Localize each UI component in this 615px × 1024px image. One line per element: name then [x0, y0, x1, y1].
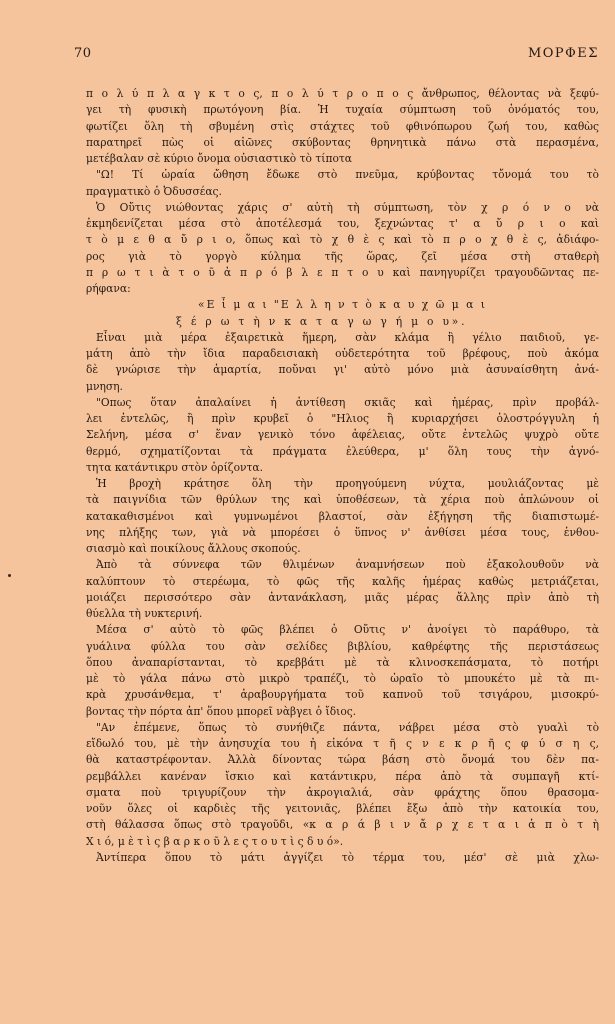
- text-line: μοιάζει περισσότερο σὰν ἀντανάκλαση, μιᾶς μέρας ἄλλης πρὶν ἀπὸ τὴ: [86, 590, 599, 604]
- text-line: "Αν ἐπέμενε, ὅπως τὸ συνήθιζε πάντα, νάβρει μέσα στὸ γυαλὶ τὸ: [96, 720, 599, 734]
- text-line: λει ἐντελῶς, ἢ πρὶν κρυβεῖ ὁ "Ηλιος ἢ κυριαρχήσει ὁλοστρόγγυλη ἡ: [86, 412, 599, 425]
- page-header: [74, 46, 599, 66]
- page-speck: [8, 574, 11, 577]
- text-line: ρήφανα:: [86, 282, 131, 295]
- text-line: νοῦν ὅλες οἱ καρδιὲς τῆς γειτονιᾶς, βλέπει ἔξω ἀπὸ τὴν κατοικία του,: [86, 802, 599, 815]
- text-line: "Οπως ὅταν ἀπαλαίνει ἡ ἀντίθεση σκιᾶς καὶ ἡμέρας, πρὶν προβάλ-: [96, 395, 599, 409]
- text-line: π ο λ ύ π λ α γ κ τ ο ς, π ο λ ύ τ ρ ο π ο ς ἄνθρωπος, θέλοντας νὰ ξεφύ-: [86, 87, 599, 100]
- text-line: τὰ παιγνίδια τῶν θρύλων της καὶ ὑποθέσεων, τὰ χέρια ποὺ ἁπλώνουν οἱ: [86, 493, 599, 507]
- text-line: τητα κατάντικρυ στὸν ὁρίζοντα.: [86, 460, 264, 474]
- text-line: Ἡ βροχὴ κράτησε ὅλη τὴν προηγούμενη νύχτα, μουλιάζοντας μὲ: [96, 477, 599, 490]
- text-line: Ἀπὸ τὰ σύννεφα τῶν θλιμένων ἀναμνήσεων ποὺ ἐξακολουθοῦν νὰ: [96, 558, 599, 572]
- text-line: Ἀντίπερα ὅπου τὸ μάτι ἀγγίζει τὸ τέρμα του, μέσ' σὲ μιὰ χλω-: [96, 850, 599, 864]
- text-line: θερμό, σχηματίζονται τὰ πράγματα ἐλεύθερα, μ' ὅλη τους τὴν ἀγνό-: [86, 444, 599, 458]
- text-line: γει τὴ φυσικὴ πρωτόγονη βία. Ἡ τυχαία σύμπτωση τοῦ ὀνόματός του,: [86, 103, 599, 117]
- text-line: πραγματικὸ ὁ Ὀδυσσέας.: [86, 184, 222, 198]
- text-line: σιασμὸ καὶ ποικίλους ἄλλους σκοπούς.: [86, 542, 301, 555]
- text-line: Σελήνη, μέσα σ' ἕναν γενικὸ τόνο ἀφέλειας, οὔτε ἐντελῶς ψυχρὸ οὔτε: [86, 428, 599, 442]
- text-line: π ρ ω τ ι ὰ τ ο ῦ ἀ π ρ ό β λ ε π τ ο υ καὶ πανηγυρίζει τραγουδῶντας πε-: [86, 265, 599, 279]
- text-line: στὴ θάλασσα ὅπως στὸ τραγοῦδι, «κ α ρ ά β ι ν ἄ ρ χ ε τ α ι ἀ π ὸ τ ὴ: [86, 818, 599, 832]
- text-line: θύελλα τὴ νυκτερινή.: [86, 607, 203, 620]
- text-line: φωτίζει ὅλη τὴ σβυμένη στὶς στάχτες τοῦ φθινόπωρου ζωή του, καθὼς: [86, 119, 599, 133]
- page-number: 70: [74, 46, 92, 61]
- body-text: [86, 86, 599, 866]
- text-line: δὲ γνώρισε τὴν ἁμαρτία, ποὔναι γι' αὐτὸ μόνο μιὰ ἀσυναίσθητη ἀνά-: [86, 363, 599, 377]
- text-line: ρος γιὰ τὸ γοργὸ κύλημα τῆς ὥρας, ζεῖ μέσα στὴ σταθερὴ: [86, 249, 599, 263]
- text-line: ξ έ ρ ω τ ὴ ν κ α τ α γ ω γ ή μ ο υ».: [176, 314, 468, 328]
- text-line: ρεμβάλλει κανέναν ἴσκιο καὶ κατάντικρυ, πέρα ἀπὸ τὰ συμπαγῆ κτί-: [86, 769, 599, 783]
- text-line: βοντας τὴν πόρτα ἀπ' ὅπου μπορεῖ νὰβγει ὁ ἴδιος.: [86, 704, 357, 718]
- text-line: γυάλινα φύλλα του σὰν σελίδες βιβλίου, καθρέφτης τῆς περιστάσεως: [86, 639, 599, 653]
- text-line: Χ ι ό, μ ὲ τ ὶ ς β α ρ κ ο ῦ λ ε ς τ ο υ τ ὶ ς δ υ ό».: [86, 834, 344, 848]
- text-line: νης πλήξης των, γιὰ νὰ μπορέσει ὁ ὕπνος ν' ἀνθίσει μέσα τους, ἐνθου-: [86, 525, 599, 539]
- text-line: εἴδωλό του, μὲ τὴν ἀνησυχία του ἡ εἰκόνα τ ῆ ς ν ε κ ρ ῆ ς φ ύ σ η ς,: [86, 737, 599, 750]
- text-line: ὅπου ἀναπαρίστανται, τὸ κρεββάτι μὲ τὰ κλινοσκεπάσματα, τὸ ποτήρι: [86, 655, 599, 669]
- text-line: Εἶναι μιὰ μέρα ἐξαιρετικὰ ἥμερη, σὰν κλάμα ἢ γέλιο παιδιοῦ, γε-: [96, 330, 599, 344]
- text-line: μὲ τὸ γάλα πάνω στὸ μικρὸ τραπέζι, τὸ ὡραῖο τὸ μπουκέτο μὲ τὰ πι-: [86, 672, 599, 685]
- text-line: «Ε ἶ μ α ι "Ε λ λ η ν τ ὸ κ α υ χ ῶ μ α ι: [198, 298, 487, 312]
- text-line: τ ὸ μ ε θ α ὔ ρ ι ο, ὅπως καὶ τὸ χ θ ὲ ς καὶ τὸ π ρ ο χ θ ὲ ς, ἀδιάφο-: [86, 233, 599, 247]
- text-line: καλύπτουν τὸ στερέωμα, τὸ φῶς τῆς καλῆς ἡμέρας καθὼς μετριάζεται,: [86, 574, 599, 588]
- text-line: ἐκμηδενίζεται μέσα στὸ ἀποτέλεσμά του, ξεχνώντας τ' α ὔ ρ ι ο καὶ: [86, 217, 599, 230]
- text-line: κρὰ χρυσάνθεμα, τ' ἀραβουργήματα τοῦ καπνοῦ τοῦ τσιγάρου, μισοκρύ-: [86, 688, 599, 702]
- text-line: σματα ποὺ τριγυρίζουν τὴν ἀκρογιαλιά, σὰν φράχτης ὅπου θρασομα-: [86, 785, 599, 799]
- text-line: παρατηρεῖ πὼς οἱ αἰῶνες σκύβοντας θρηνητικὰ πάνω στὰ περασμένα,: [86, 135, 599, 149]
- text-line: μνηση.: [86, 379, 123, 393]
- text-line: μετέβαλαν σὲ κύριο ὄνομα οὐσιαστικὸ τὸ τίποτα: [86, 152, 353, 165]
- text-line: Ὁ Οὔτις νιώθοντας χάρις σ' αὐτὴ τὴ σύμπτωση, τὸν χ ρ ό ν ο νὰ: [96, 200, 599, 214]
- text-line: θὰ καταστρέφονταν. Ἀλλὰ δίνοντας τώρα βάση στὸ ὄνομά του δὲν πα-: [86, 753, 599, 767]
- text-line: κατακαθισμένοι καὶ γυμνωμένοι βλαστοί, σὰν ἐξήγηση τῆς διαπιστωμέ-: [86, 509, 599, 523]
- text-line: μάτη ἀπὸ τὴν ἴδια παραδεισιακὴ οὐδετερότητα τοῦ βρέφους, ποὺ ἀκόμα: [86, 347, 599, 360]
- text-line: Μέσα σ' αὐτὸ τὸ φῶς βλέπει ὁ Οὔτις ν' ἀνοίγει τὸ παράθυρο, τὰ: [96, 623, 599, 637]
- text-line: "Ω! Τί ὡραία ὤθηση ἔδωκε στὸ πνεῦμα, κρύβοντας τὄνομά του τὸ: [96, 168, 599, 182]
- running-title: ΜΟΡΦΕΣ: [527, 46, 599, 61]
